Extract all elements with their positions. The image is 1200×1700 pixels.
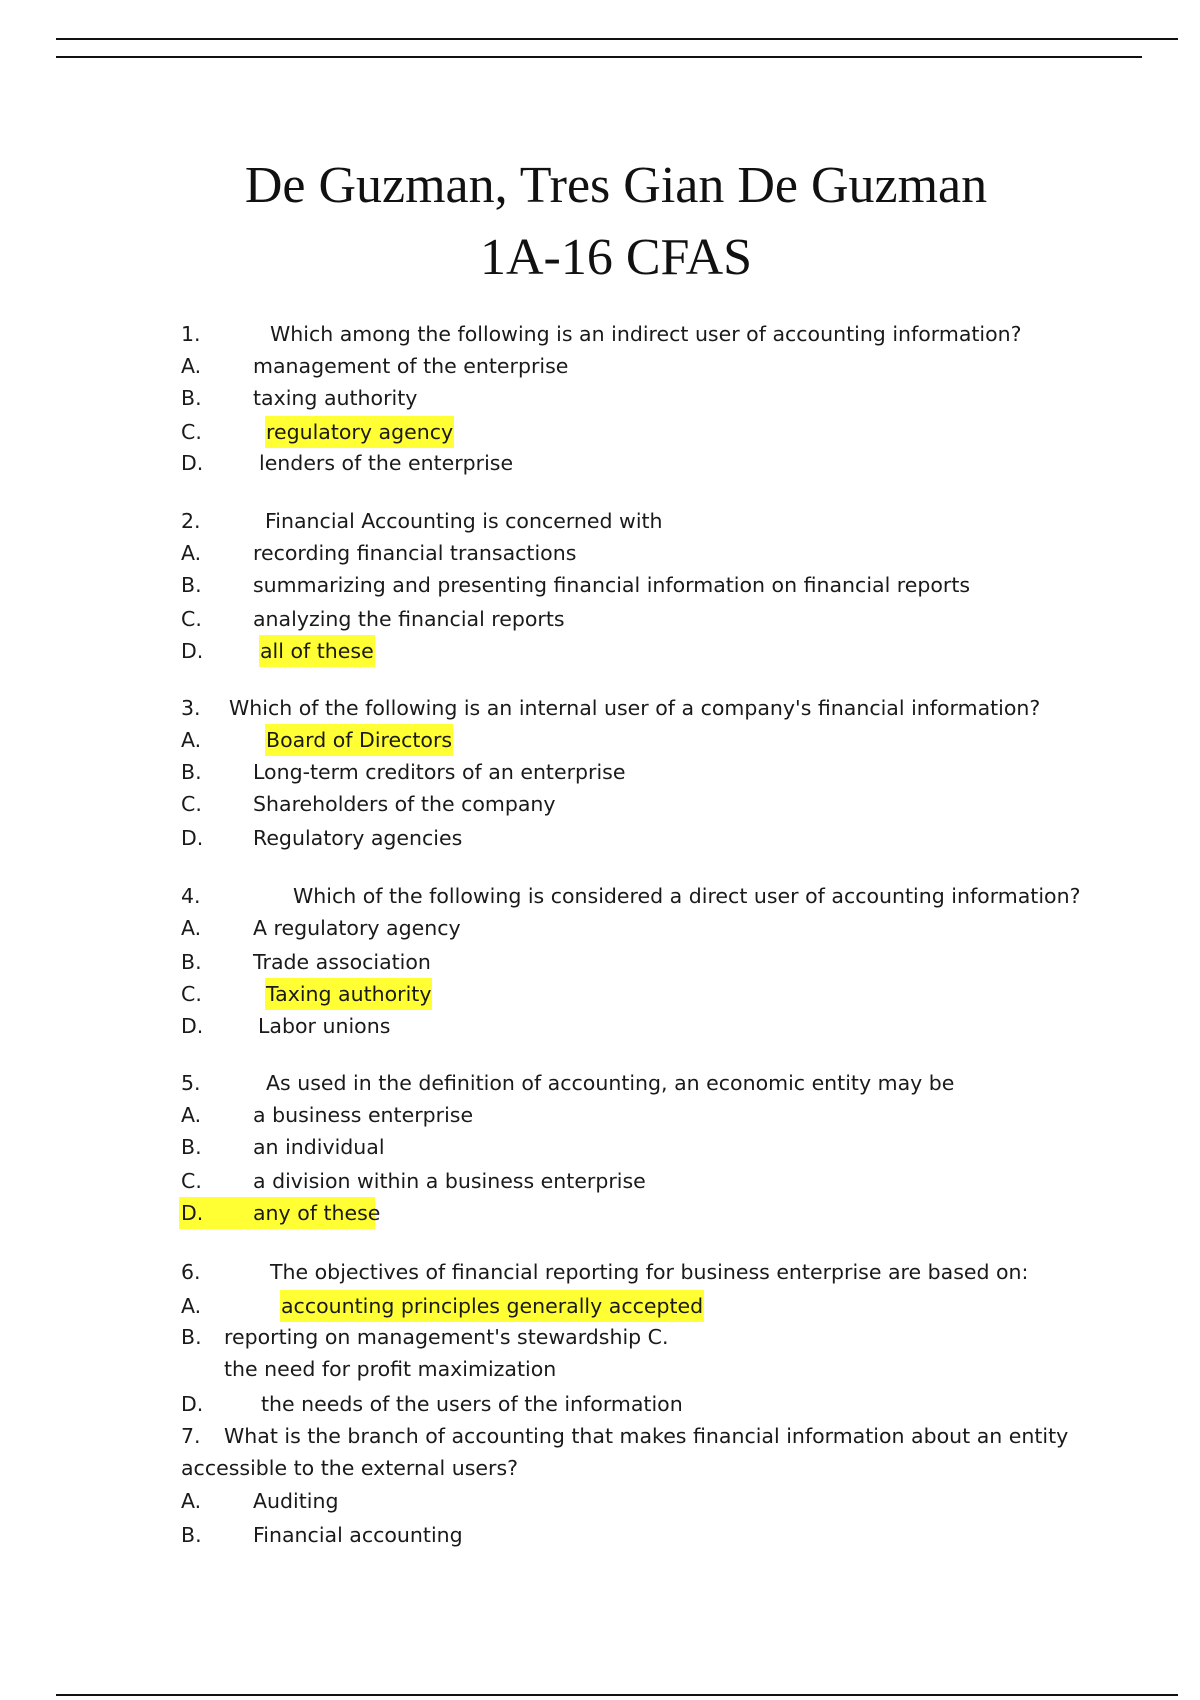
choice-4a bbox=[0, 912, 1200, 944]
question-number: 2. bbox=[181, 509, 201, 533]
choice-text: Shareholders of the company bbox=[253, 792, 556, 816]
choice-text: a division within a business enterprise bbox=[253, 1169, 646, 1193]
question-number: 7. bbox=[181, 1424, 201, 1448]
choice-letter: D. bbox=[181, 826, 204, 850]
choice-text: Long-term creditors of an enterprise bbox=[253, 760, 626, 784]
choice-text: the need for profit maximization bbox=[224, 1357, 557, 1381]
question-number: 6. bbox=[181, 1260, 201, 1284]
question-text: As used in the definition of accounting, an economic entity may be bbox=[266, 1071, 955, 1095]
choice-5c bbox=[0, 1165, 1200, 1197]
question-text: Which among the following is an indirect user of accounting information? bbox=[270, 322, 1022, 346]
choice-1c bbox=[0, 416, 1200, 448]
choice-1d bbox=[0, 447, 1200, 479]
choice-text-highlighted: any of these bbox=[253, 1201, 381, 1225]
choice-text-highlighted: Board of Directors bbox=[265, 724, 453, 756]
header-rule-second bbox=[56, 56, 1142, 58]
question-7-continued bbox=[0, 1452, 1200, 1484]
choice-letter: A. bbox=[181, 354, 202, 378]
choice-letter: C. bbox=[181, 607, 202, 631]
choice-2c bbox=[0, 603, 1200, 635]
choice-text: Regulatory agencies bbox=[253, 826, 463, 850]
choice-6c-continued bbox=[0, 1353, 1200, 1385]
question-number: 3. bbox=[181, 696, 201, 720]
choice-letter: C. bbox=[181, 1169, 202, 1193]
choice-text: reporting on management's stewardship C. bbox=[224, 1325, 669, 1349]
choice-text: taxing authority bbox=[253, 386, 418, 410]
header-rule-top bbox=[56, 38, 1178, 40]
question-3 bbox=[0, 692, 1200, 724]
choice-text: Labor unions bbox=[258, 1014, 391, 1038]
choice-text: an individual bbox=[253, 1135, 385, 1159]
choice-letter: A. bbox=[181, 1294, 202, 1318]
question-text: What is the branch of accounting that makes financial information about an entity bbox=[224, 1424, 1069, 1448]
choice-letter: D. bbox=[181, 451, 204, 475]
choice-text: lenders of the enterprise bbox=[259, 451, 514, 475]
choice-letter: C. bbox=[181, 420, 202, 444]
choice-7b bbox=[0, 1519, 1200, 1551]
choice-letter: B. bbox=[181, 760, 202, 784]
choice-6b bbox=[0, 1321, 1200, 1353]
question-text: The objectives of financial reporting for business enterprise are based on: bbox=[270, 1260, 1029, 1284]
choice-letter: D. bbox=[181, 639, 204, 663]
choice-letter: A. bbox=[181, 916, 202, 940]
choice-text: summarizing and presenting financial information on financial reports bbox=[253, 573, 971, 597]
question-7 bbox=[0, 1420, 1200, 1452]
choice-text: the needs of the users of the information bbox=[261, 1392, 683, 1416]
choice-2b bbox=[0, 569, 1200, 601]
choice-7a bbox=[0, 1485, 1200, 1517]
choice-4c bbox=[0, 978, 1200, 1010]
choice-text: a business enterprise bbox=[253, 1103, 474, 1127]
choice-letter: B. bbox=[181, 1135, 202, 1159]
choice-text: Trade association bbox=[253, 950, 431, 974]
choice-letter: D. bbox=[181, 1201, 204, 1225]
question-text-continued: accessible to the external users? bbox=[181, 1456, 519, 1480]
choice-text: analyzing the financial reports bbox=[253, 607, 565, 631]
choice-text-highlighted: all of these bbox=[259, 635, 375, 667]
choice-2a bbox=[0, 537, 1200, 569]
choice-letter: A. bbox=[181, 728, 202, 752]
choice-3c bbox=[0, 788, 1200, 820]
choice-text: Financial accounting bbox=[253, 1523, 463, 1547]
choice-text-highlighted: Taxing authority bbox=[265, 978, 432, 1010]
choice-letter: A. bbox=[181, 541, 202, 565]
choice-text: Auditing bbox=[253, 1489, 339, 1513]
question-text: Which of the following is considered a direct user of accounting information? bbox=[293, 884, 1081, 908]
choice-text-highlighted: regulatory agency bbox=[265, 416, 454, 448]
choice-5b bbox=[0, 1131, 1200, 1163]
choice-text-highlighted: accounting principles generally accepted bbox=[280, 1290, 704, 1322]
question-number: 5. bbox=[181, 1071, 201, 1095]
choice-letter: B. bbox=[181, 1325, 202, 1349]
section-title: 1A-16 CFAS bbox=[479, 229, 753, 286]
choice-text: management of the enterprise bbox=[253, 354, 569, 378]
choice-letter: A. bbox=[181, 1489, 202, 1513]
choice-1b bbox=[0, 382, 1200, 414]
question-text: Financial Accounting is concerned with bbox=[265, 509, 663, 533]
choice-letter: C. bbox=[181, 792, 202, 816]
choice-3a bbox=[0, 724, 1200, 756]
question-5 bbox=[0, 1067, 1200, 1099]
choice-letter: B. bbox=[181, 1523, 202, 1547]
choice-2d bbox=[0, 635, 1200, 667]
choice-letter: C. bbox=[181, 982, 202, 1006]
choice-text: recording financial transactions bbox=[253, 541, 577, 565]
footer-rule bbox=[56, 1694, 1178, 1696]
choice-letter: D. bbox=[181, 1392, 204, 1416]
choice-5a bbox=[0, 1099, 1200, 1131]
choice-4b bbox=[0, 946, 1200, 978]
student-name-title: De Guzman, Tres Gian De Guzman bbox=[244, 157, 988, 214]
choice-letter: D. bbox=[181, 1014, 204, 1038]
choice-letter: B. bbox=[181, 386, 202, 410]
choice-5d bbox=[0, 1197, 1200, 1229]
question-2 bbox=[0, 505, 1200, 537]
question-4 bbox=[0, 880, 1200, 912]
choice-6a bbox=[0, 1290, 1200, 1322]
choice-3b bbox=[0, 756, 1200, 788]
choice-letter: B. bbox=[181, 950, 202, 974]
choice-6d bbox=[0, 1388, 1200, 1420]
choice-3d bbox=[0, 822, 1200, 854]
choice-1a bbox=[0, 350, 1200, 382]
question-text: Which of the following is an internal user of a company's financial information? bbox=[229, 696, 1041, 720]
question-number: 1. bbox=[181, 322, 201, 346]
choice-letter: B. bbox=[181, 573, 202, 597]
choice-letter: A. bbox=[181, 1103, 202, 1127]
question-number: 4. bbox=[181, 884, 201, 908]
question-1 bbox=[0, 318, 1200, 350]
choice-4d bbox=[0, 1010, 1200, 1042]
choice-text: A regulatory agency bbox=[253, 916, 461, 940]
question-6 bbox=[0, 1256, 1200, 1288]
